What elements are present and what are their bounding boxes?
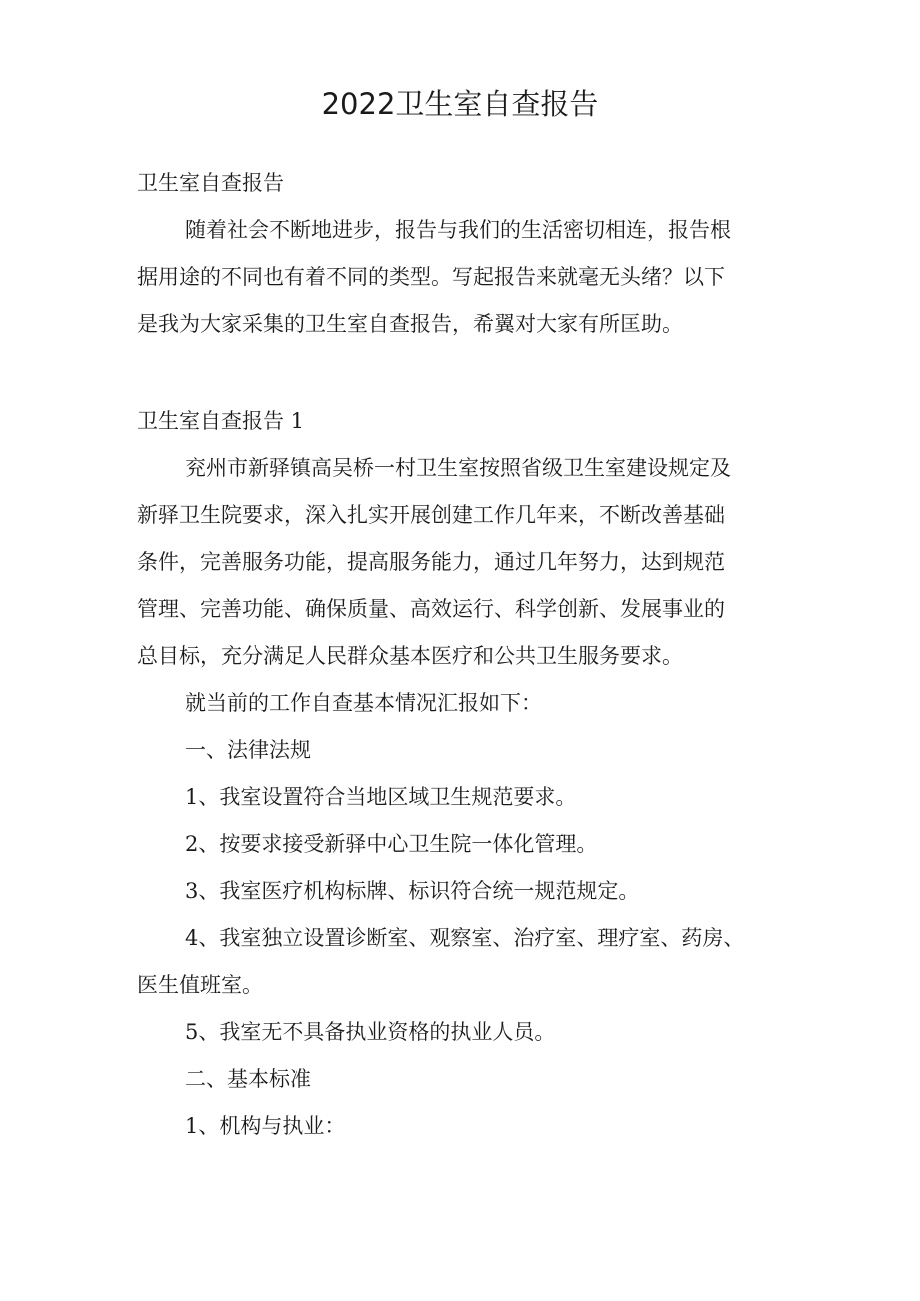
intro-line-3: 是我为大家采集的卫生室自查报告，希翼对大家有所匡助。 — [137, 312, 683, 336]
document-title: 2022卫生室自查报告 — [321, 87, 599, 121]
section1-line-5: 总目标，充分满足人民群众基本医疗和公共卫生服务要求。 — [137, 644, 683, 668]
heading-standard: 二、基本标准 — [185, 1067, 311, 1091]
section1-heading: 卫生室自查报告 1 — [137, 409, 305, 433]
heading-law: 一、法律法规 — [185, 738, 311, 762]
intro-line-2: 据用途的不同也有着不同的类型。写起报告来就毫无头绪？以下 — [137, 265, 725, 289]
section1-line-2: 新驿卫生院要求，深入扎实开展创建工作几年来，不断改善基础 — [137, 503, 725, 527]
intro-line-1: 随着社会不断地进步，报告与我们的生活密切相连，报告根 — [185, 218, 731, 242]
law-item-1: 1、我室设置符合当地区域卫生规范要求。 — [185, 785, 577, 809]
document-body — [137, 160, 797, 1150]
subtitle: 卫生室自查报告 — [137, 171, 284, 195]
law-item-3: 3、我室医疗机构标牌、标识符合统一规范规定。 — [185, 879, 640, 903]
standard-item-1: 1、机构与执业： — [185, 1114, 346, 1138]
law-item-4-line-1: 4、我室独立设置诊断室、观察室、治疗室、理疗室、药房、 — [185, 926, 745, 950]
section1-line-4: 管理、完善功能、确保质量、高效运行、科学创新、发展事业的 — [137, 597, 725, 621]
section1-line-1: 兖州市新驿镇高吴桥一村卫生室按照省级卫生室建设规定及 — [185, 456, 731, 480]
law-item-5: 5、我室无不具备执业资格的执业人员。 — [185, 1020, 556, 1044]
report-intro: 就当前的工作自查基本情况汇报如下： — [185, 691, 542, 715]
section1-line-3: 条件，完善服务功能，提高服务能力，通过几年努力，达到规范 — [137, 550, 725, 574]
law-item-4-line-2: 医生值班室。 — [137, 973, 263, 997]
paragraph-gap — [137, 348, 797, 398]
law-item-2: 2、按要求接受新驿中心卫生院一体化管理。 — [185, 832, 598, 856]
